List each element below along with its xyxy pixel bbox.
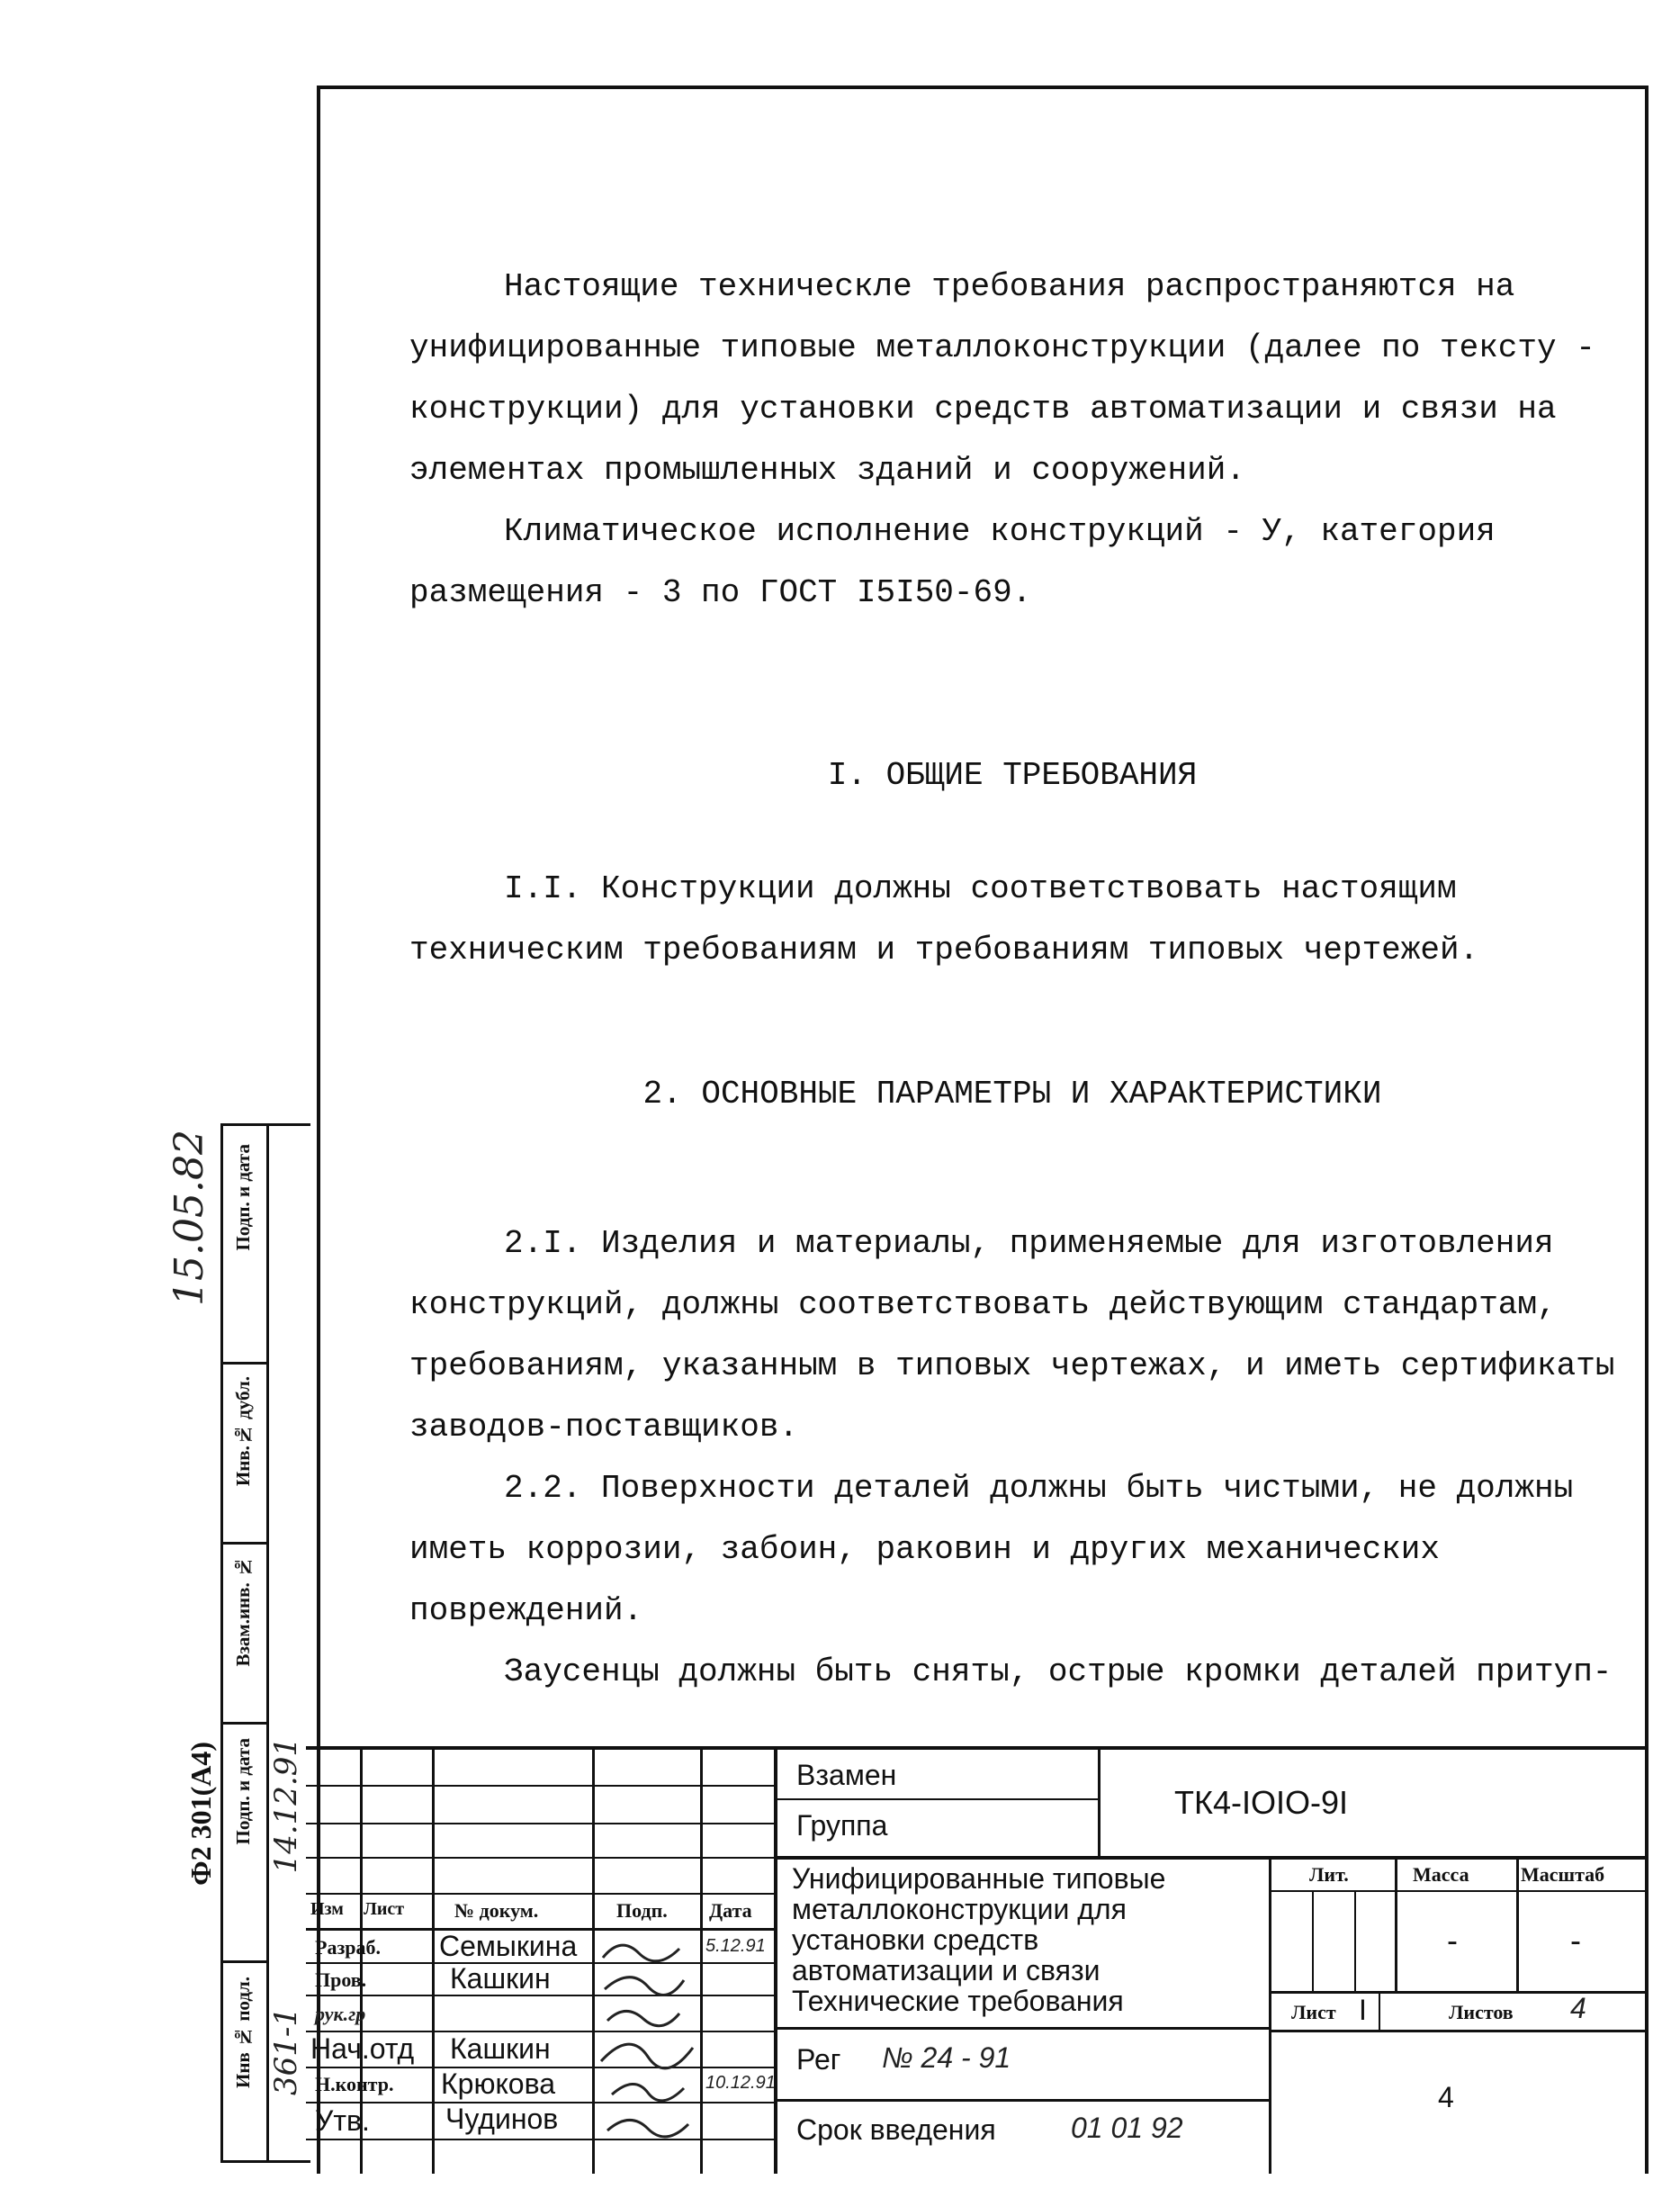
paragraph-1-1: I.I. Конструкции должны соответствовать настоящим техническим требованиям и требованиям типовых чертежей. xyxy=(409,870,1479,968)
margin-podp-data-bottom: Подп. и дата xyxy=(232,1738,254,1845)
gruppa-label: Группа xyxy=(796,1809,888,1842)
margin-podp-data-top: Подп. и дата xyxy=(232,1144,254,1251)
margin-handwritten-inv: 361-1 xyxy=(268,2007,304,2096)
row-role: Н.контр. xyxy=(315,2073,394,2095)
margin-handwritten-date-top: 15.05.82 xyxy=(166,1130,212,1306)
row-name: Кашкин xyxy=(450,1962,551,1995)
massa-header: Масса xyxy=(1413,1863,1469,1886)
document-title xyxy=(792,1863,1165,2016)
col-izm: Изм xyxy=(310,1899,344,1919)
row-name: Кашкин xyxy=(450,2032,551,2065)
massa-value: - xyxy=(1447,1922,1458,1959)
masshtab-value: - xyxy=(1570,1922,1581,1959)
margin-inv-podl: Инв № подл. xyxy=(232,1977,254,2088)
srok-label: Срок введения xyxy=(796,2113,996,2146)
margin-inv-dubl: Инв.№ дубл. xyxy=(232,1376,254,1487)
title-line-3: установки средств xyxy=(792,1923,1039,1956)
paragraph-2-1: 2.I. Изделия и материалы, применяемые для изготовления конструкций, должны соответствовать действующим стандартам, требованиям, указанным в типовых чертежах, и иметь сертификаты заводов-поставщиков. xyxy=(409,1225,1615,1446)
row-name: Крюкова xyxy=(441,2067,556,2100)
row-date: 10.12.91 xyxy=(705,2073,776,2093)
row-name: Семыкина xyxy=(439,1930,578,1962)
row-role: Разраб. xyxy=(315,1936,382,1959)
section-2-heading: 2. ОСНОВНЫЕ ПАРАМЕТРЫ И ХАРАКТЕРИСТИКИ xyxy=(642,1076,1382,1113)
intro-paragraph-1: Настоящие техническле требования распространяются на унифицированные типовые металлоконструкции (далее по тексту - конструкции) для установки средств автоматизации и связи на элементах промышленных зданий и сооружений. xyxy=(409,268,1595,489)
masshtab-header: Масштаб xyxy=(1521,1863,1605,1886)
title-line-2: металлоконструкции для xyxy=(792,1893,1127,1925)
listov-label: Листов xyxy=(1449,2001,1514,2023)
row-date: 5.12.91 xyxy=(705,1936,766,1956)
col-data: Дата xyxy=(709,1899,752,1922)
paragraph-2-2: 2.2. Поверхности деталей должны быть чистыми, не должны иметь коррозии, забоин, раковин и других механических повреждений. xyxy=(409,1470,1574,1629)
paragraph-2-2-continued: Заусенцы должны быть сняты, острые кромки деталей притуп- xyxy=(504,1653,1613,1690)
row-role: Утв. xyxy=(315,2104,370,2137)
list-value: I xyxy=(1359,1994,1367,2026)
lit-header: Лит. xyxy=(1309,1863,1349,1886)
title-line-5: Технические требования xyxy=(792,1985,1124,2017)
col-podp: Подп. xyxy=(616,1899,668,1922)
margin-handwritten-date-mid: 14.12.91 xyxy=(268,1737,304,1874)
row-role: Пров. xyxy=(315,1968,367,1991)
col-doc: № докум. xyxy=(454,1899,539,1922)
form-code: Ф2 301(А4) xyxy=(184,1742,217,1886)
document-body xyxy=(409,257,1615,1703)
page-number: 4 xyxy=(1438,2081,1454,2113)
vzamen-label: Взамен xyxy=(796,1759,897,1791)
row-role: рук.гр xyxy=(315,2003,366,2025)
row-name: Чудинов xyxy=(445,2103,559,2135)
document-code: ТК4-IOIO-9I xyxy=(1174,1784,1348,1821)
col-list: Лист xyxy=(364,1899,405,1919)
section-1-heading: I. ОБЩИЕ ТРЕБОВАНИЯ xyxy=(827,757,1198,794)
title-block xyxy=(306,1746,1649,2174)
signatures-graphic xyxy=(594,1931,700,2174)
list-label: Лист xyxy=(1291,2001,1336,2023)
reg-label: Рег xyxy=(796,2043,841,2076)
srok-date: 01 01 92 xyxy=(1071,2112,1183,2144)
reg-number: № 24 - 91 xyxy=(882,2041,1011,2074)
listov-value: 4 xyxy=(1570,1992,1586,2024)
title-line-4: автоматизации и связи xyxy=(792,1954,1101,1986)
title-line-1: Унифицированные типовые xyxy=(792,1862,1166,1895)
intro-paragraph-2: Климатическое исполнение конструкций - У, категория размещения - 3 по ГОСТ I5I50-69. xyxy=(409,513,1496,611)
row-role: Нач.отд xyxy=(310,2032,415,2065)
margin-vzam-inv: Взам.инв. № xyxy=(232,1556,254,1667)
